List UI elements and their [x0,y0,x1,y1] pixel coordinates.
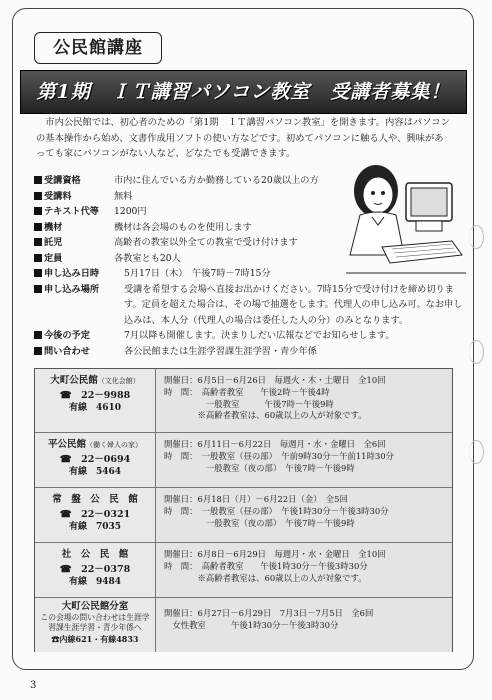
info-item: 託児 高齢者の教室以外全ての教室で受け付けます [34,235,464,251]
table-row [35,542,452,598]
info-item: 機材 機材は各会場のものを使用します [34,220,464,236]
schedule-cell: 開催日：6月27日－6月29日 7月3日－7月5日 全6回 女性教室 午後1時30分－午後3時30分 [156,598,452,652]
table-row [35,432,452,488]
intro-paragraph: 市内公民館では、初心者のための「第1期 ＩＴ講習パソコン教室」を開きます。内容はパソコンの基本操作から始め、文書作成用ソフトの使い方などです。初めてパソコンに触る人や、興味があっても家にパソコンがない人など、どなたでも受講できます。 [36,117,450,159]
info-item: 問い合わせ 各公民館または生涯学習課生涯学習・青少年係 [34,344,464,360]
banner-title: 第1期 ＩＴ講習パソコン教室 受講者募集！ [36,81,451,103]
info-item: テキスト代等 1200円 [34,204,464,220]
schedule-cell: 開催日：6月11日－6月22日 毎週月・水・金曜日 全6回 時 間： 一般教室（昼の部） 午前9時30分－午前11時30分 一般教室（夜の部） 午後7時－午後9時 [156,433,452,488]
venue-cell: 常 盤 公 民 館 ☎ 22－0321 有線 7035 [35,488,156,543]
venue-cell: 大町公民館（文化会館） ☎ 22－9988 有線 4610 [35,369,156,432]
table-row [35,597,452,652]
venue-cell: 社 公 民 館 ☎ 22－0378 有線 9484 [35,543,156,598]
info-item: 申し込み日時 5月17日（木） 午後7時－7時15分 [34,266,464,282]
schedule-cell: 開催日：6月8日－6月29日 毎週月・水・金曜日 全10回 時 間： 高齢者教室 午後1時30分－午後3時30分 ※高齢者教室は、60歳以上の人が対象です。 [156,543,452,598]
info-item: 定員 各教室とも20人 [34,251,464,267]
binder-hole [469,340,484,364]
info-item: 受講料 無料 [34,189,464,205]
info-item: 受講資格 市内に住んでいる方か勤務している20歳以上の方 [34,173,464,189]
binder-hole [469,440,484,464]
binder-hole [469,225,484,249]
woman-at-computer-illustration [342,155,468,275]
table-row [35,369,452,432]
section-tag: 公民館講座 [34,32,162,64]
info-item: 今後の予定 7月以降も開催します。決まりしだい広報などでお知らせします。 [34,328,464,344]
schedule-cell: 開催日：6月5日－6月26日 毎週火・木・土曜日 全10回 時 間： 高齢者教室 午後2時－午後4時 一般教室 午後7時－午後9時 ※高齢者教室は、60歳以上の人が対象です。 [156,369,452,432]
info-item: 申し込み場所 受講を希望する会場へ直接お出かけください。7時15分で受け付けを締め切ります。定員を超えた場合は、その場で抽選をします。代理人の申し込み可。なお申し込みは、本人分（代理人の場合は委任した人の分）のみとなります。 [34,282,464,329]
schedule-cell: 開催日：6月18日（月）－6月22日（金） 全5回 時 間： 一般教室（昼の部） 午後1時30分－午後3時30分 一般教室（夜の部） 午後7時－午後9時 [156,488,452,543]
venue-schedule-table [34,368,453,652]
table-row [35,487,452,543]
venue-cell: 平公民館（働く婦人の家） ☎ 22－0694 有線 5464 [35,433,156,488]
title-banner [20,70,467,114]
page-number: 3 [30,680,37,691]
venue-cell: 大町公民館分室 この会場の問い合わせは生涯学習課生涯学習・青少年係へ ☎内線621・有線4833 [35,598,156,652]
